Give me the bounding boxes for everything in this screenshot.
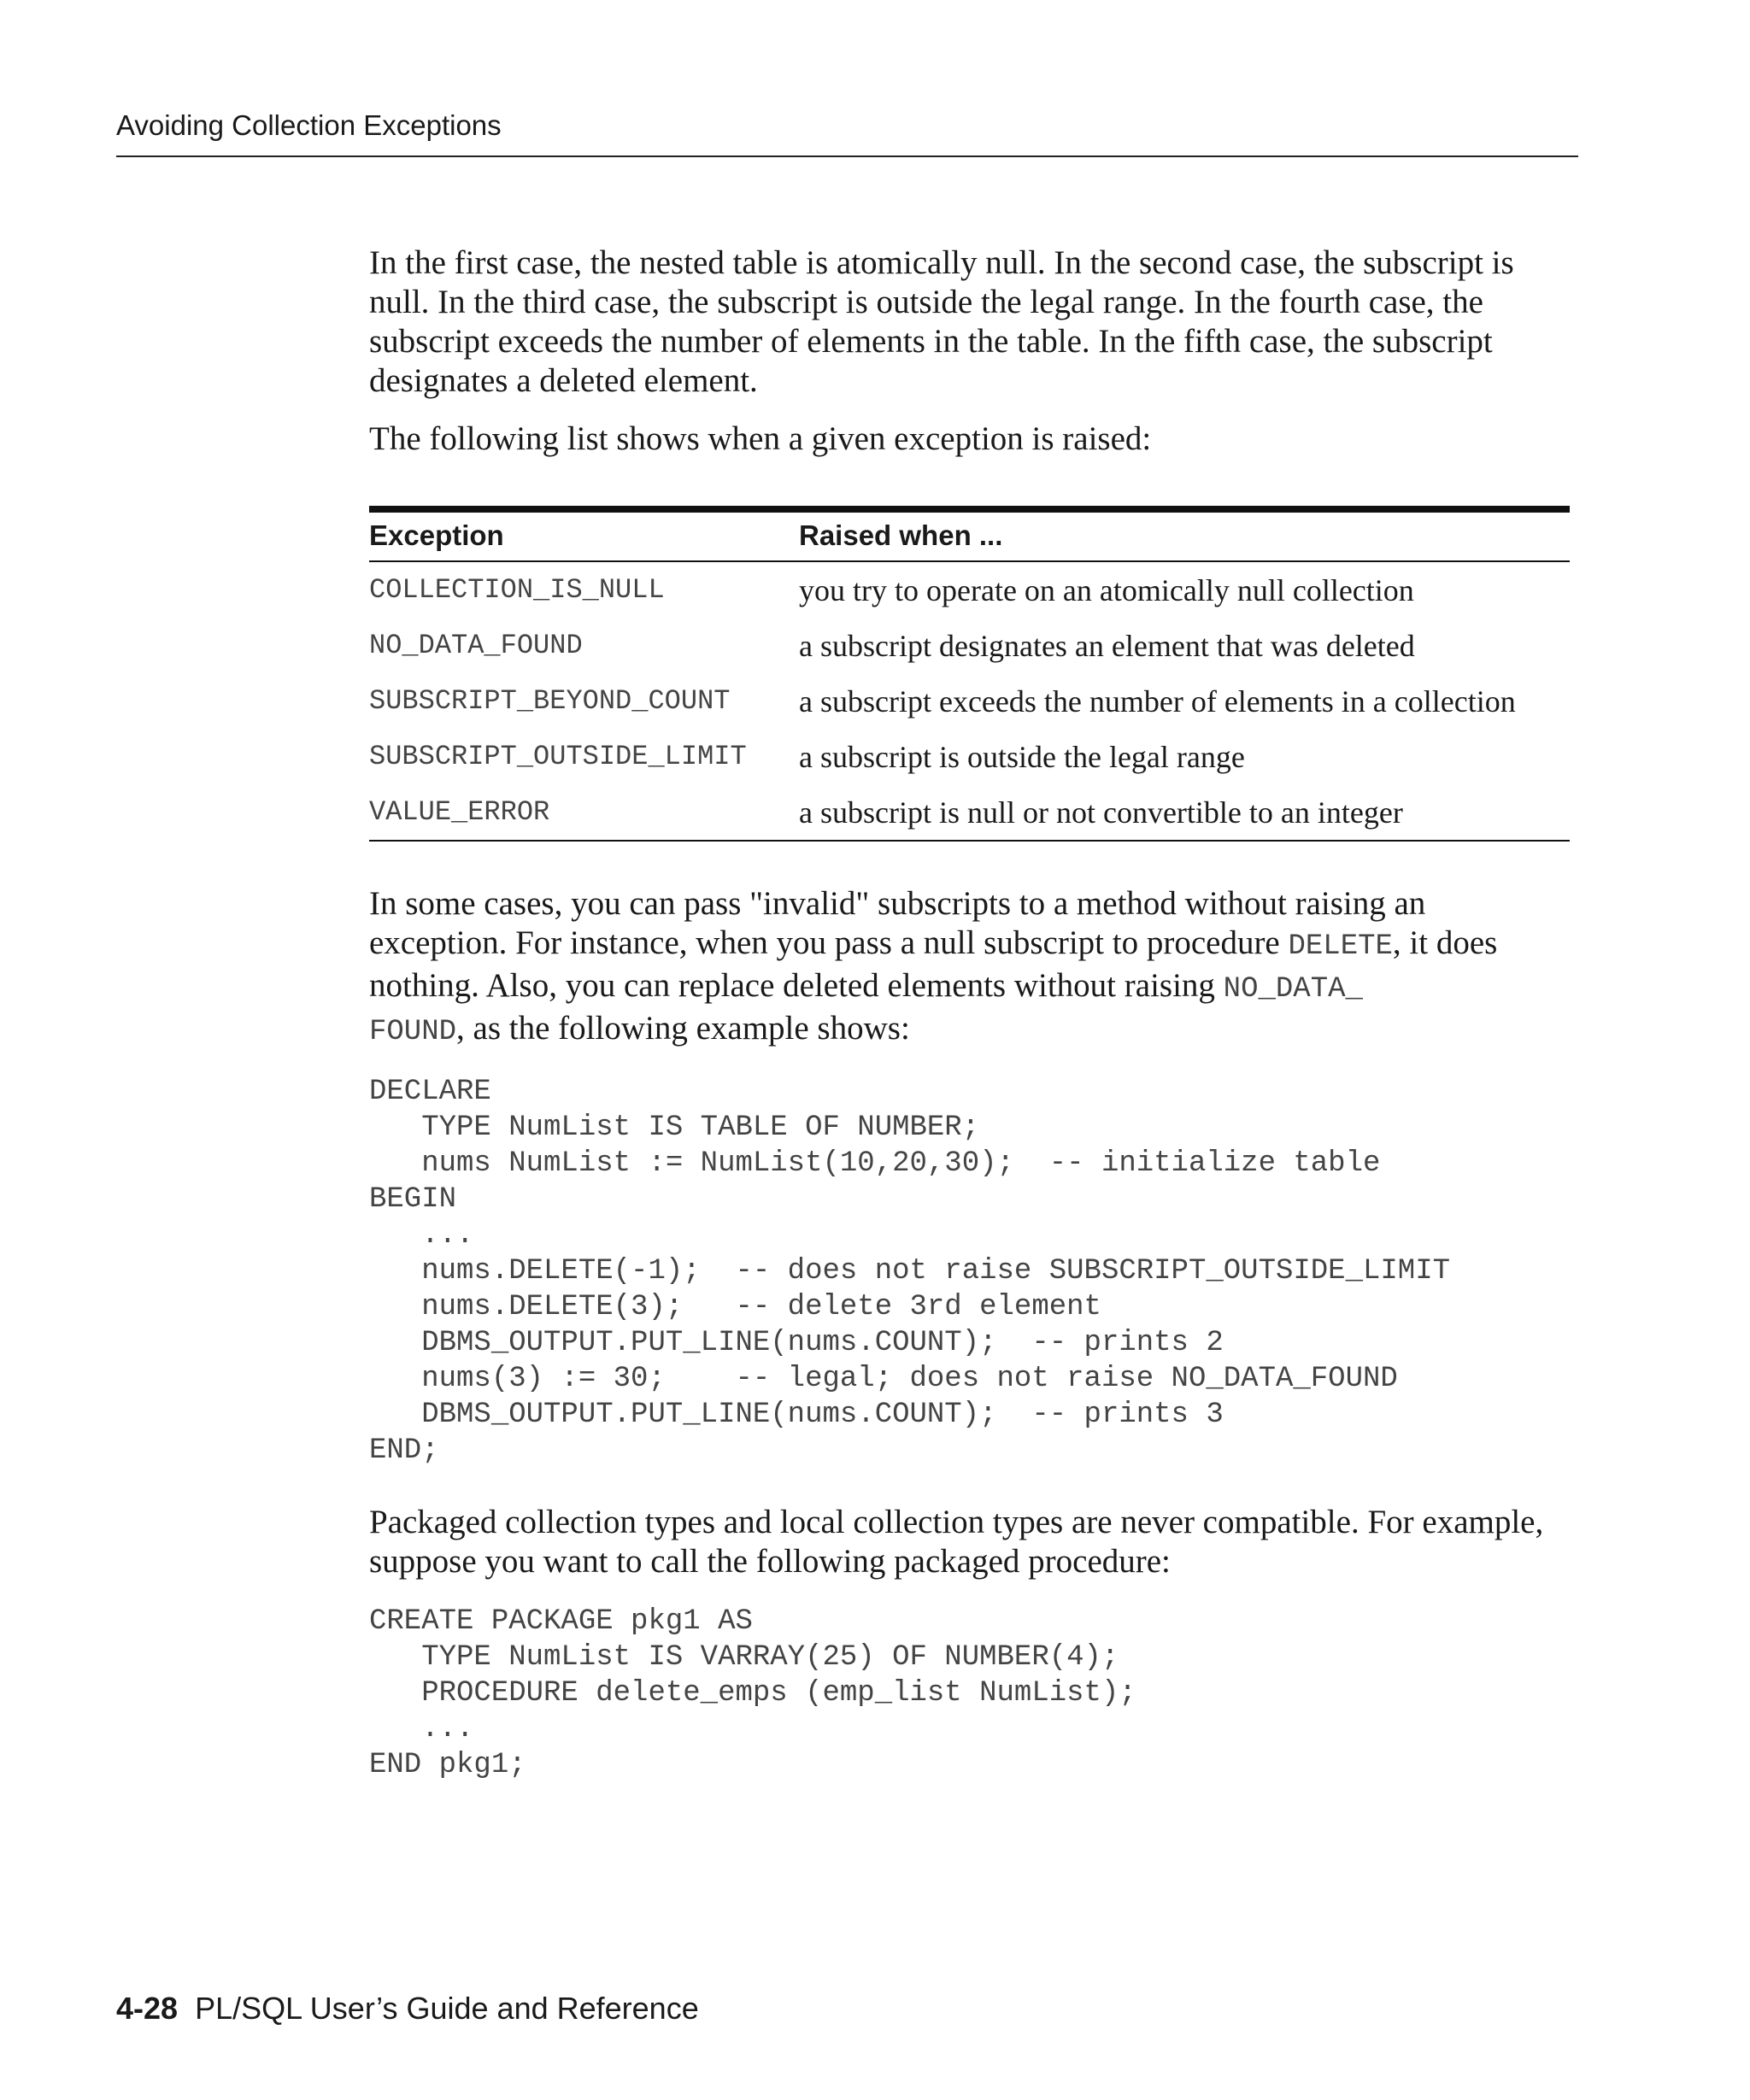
column-header-raised-when: Raised when ... — [799, 509, 1570, 561]
code-line: DBMS_OUTPUT.PUT_LINE(nums.COUNT); -- prints 2 — [369, 1327, 1224, 1359]
code-line: CREATE PACKAGE pkg1 AS — [369, 1605, 753, 1638]
code-example-delete — [369, 1074, 1570, 1469]
table-row — [369, 561, 1570, 618]
column-header-exception: Exception — [369, 509, 799, 561]
inline-code-no-data-found-cont: FOUND — [369, 1016, 457, 1048]
table-header-row — [369, 509, 1570, 561]
page-number: 4-28 — [116, 1991, 179, 2026]
code-line: nums(3) := 30; -- legal; does not raise NO_DATA_FOUND — [369, 1363, 1398, 1395]
exception-description: a subscript is null or not convertible to an integer — [799, 795, 1403, 830]
table-row — [369, 784, 1570, 841]
code-line: ... — [369, 1219, 474, 1252]
paragraph-text: , it does nothing. Also, you can replace deleted elements without raising — [369, 924, 1498, 1004]
paragraph-text: , as the following example shows: — [456, 1010, 910, 1047]
code-line: nums NumList := NumList(10,20,30); -- initialize table — [369, 1147, 1381, 1180]
packaged-types-paragraph: Packaged collection types and local collection types are never compatible. For example, suppose you want to call the following packaged procedure: — [369, 1504, 1544, 1580]
invalid-subscripts-paragraph — [369, 884, 1570, 1052]
code-line: PROCEDURE delete_emps (emp_list NumList); — [369, 1677, 1136, 1710]
exception-description: a subscript designates an element that was deleted — [799, 628, 1415, 663]
exception-description: you try to operate on an atomically null collection — [799, 572, 1414, 607]
intro-paragraph: In the first case, the nested table is atomically null. In the second case, the subscript is null. In the third case, the subscript is outside the legal range. In the fourth case, the subscript exceeds the number of elements in the table. In the fifth case, the subscript designates a deleted element. — [369, 244, 1514, 399]
exceptions-table — [369, 506, 1570, 842]
code-line: nums.DELETE(3); -- delete 3rd element — [369, 1291, 1101, 1323]
table-row — [369, 673, 1570, 729]
header-rule — [116, 155, 1578, 157]
exception-name: SUBSCRIPT_OUTSIDE_LIMIT — [369, 741, 747, 772]
code-example-package — [369, 1604, 1570, 1783]
code-line: BEGIN — [369, 1183, 457, 1216]
code-line: ... — [369, 1713, 474, 1745]
code-line: END; — [369, 1434, 439, 1467]
code-line: DECLARE — [369, 1076, 491, 1108]
paragraph-text: In some cases, you can pass "invalid" subscripts to a method without raising an exception. For instance, when you pass a null subscript to procedure — [369, 885, 1426, 961]
code-line: TYPE NumList IS VARRAY(25) OF NUMBER(4); — [369, 1641, 1119, 1674]
code-line: nums.DELETE(-1); -- does not raise SUBSCRIPT_OUTSIDE_LIMIT — [369, 1255, 1451, 1288]
exception-description: a subscript is outside the legal range — [799, 739, 1245, 774]
exception-name: VALUE_ERROR — [369, 796, 550, 828]
list-intro-paragraph: The following list shows when a given exception is raised: — [369, 420, 1152, 457]
running-header: Avoiding Collection Exceptions — [116, 109, 502, 141]
exception-name: SUBSCRIPT_BEYOND_COUNT — [369, 685, 731, 717]
exception-name: NO_DATA_FOUND — [369, 630, 583, 661]
exception-description: a subscript exceeds the number of elements in a collection — [799, 683, 1516, 719]
code-line: DBMS_OUTPUT.PUT_LINE(nums.COUNT); -- prints 3 — [369, 1399, 1224, 1431]
code-line: TYPE NumList IS TABLE OF NUMBER; — [369, 1112, 980, 1144]
page-footer — [116, 1991, 699, 2027]
table-row — [369, 618, 1570, 673]
inline-code-no-data-found: NO_DATA_ — [1223, 973, 1363, 1006]
exception-name: COLLECTION_IS_NULL — [369, 574, 665, 606]
table-row — [369, 729, 1570, 784]
inline-code-delete: DELETE — [1288, 930, 1393, 963]
main-content — [369, 243, 1570, 1783]
code-line: END pkg1; — [369, 1749, 526, 1781]
book-title: PL/SQL User’s Guide and Reference — [195, 1991, 699, 2026]
